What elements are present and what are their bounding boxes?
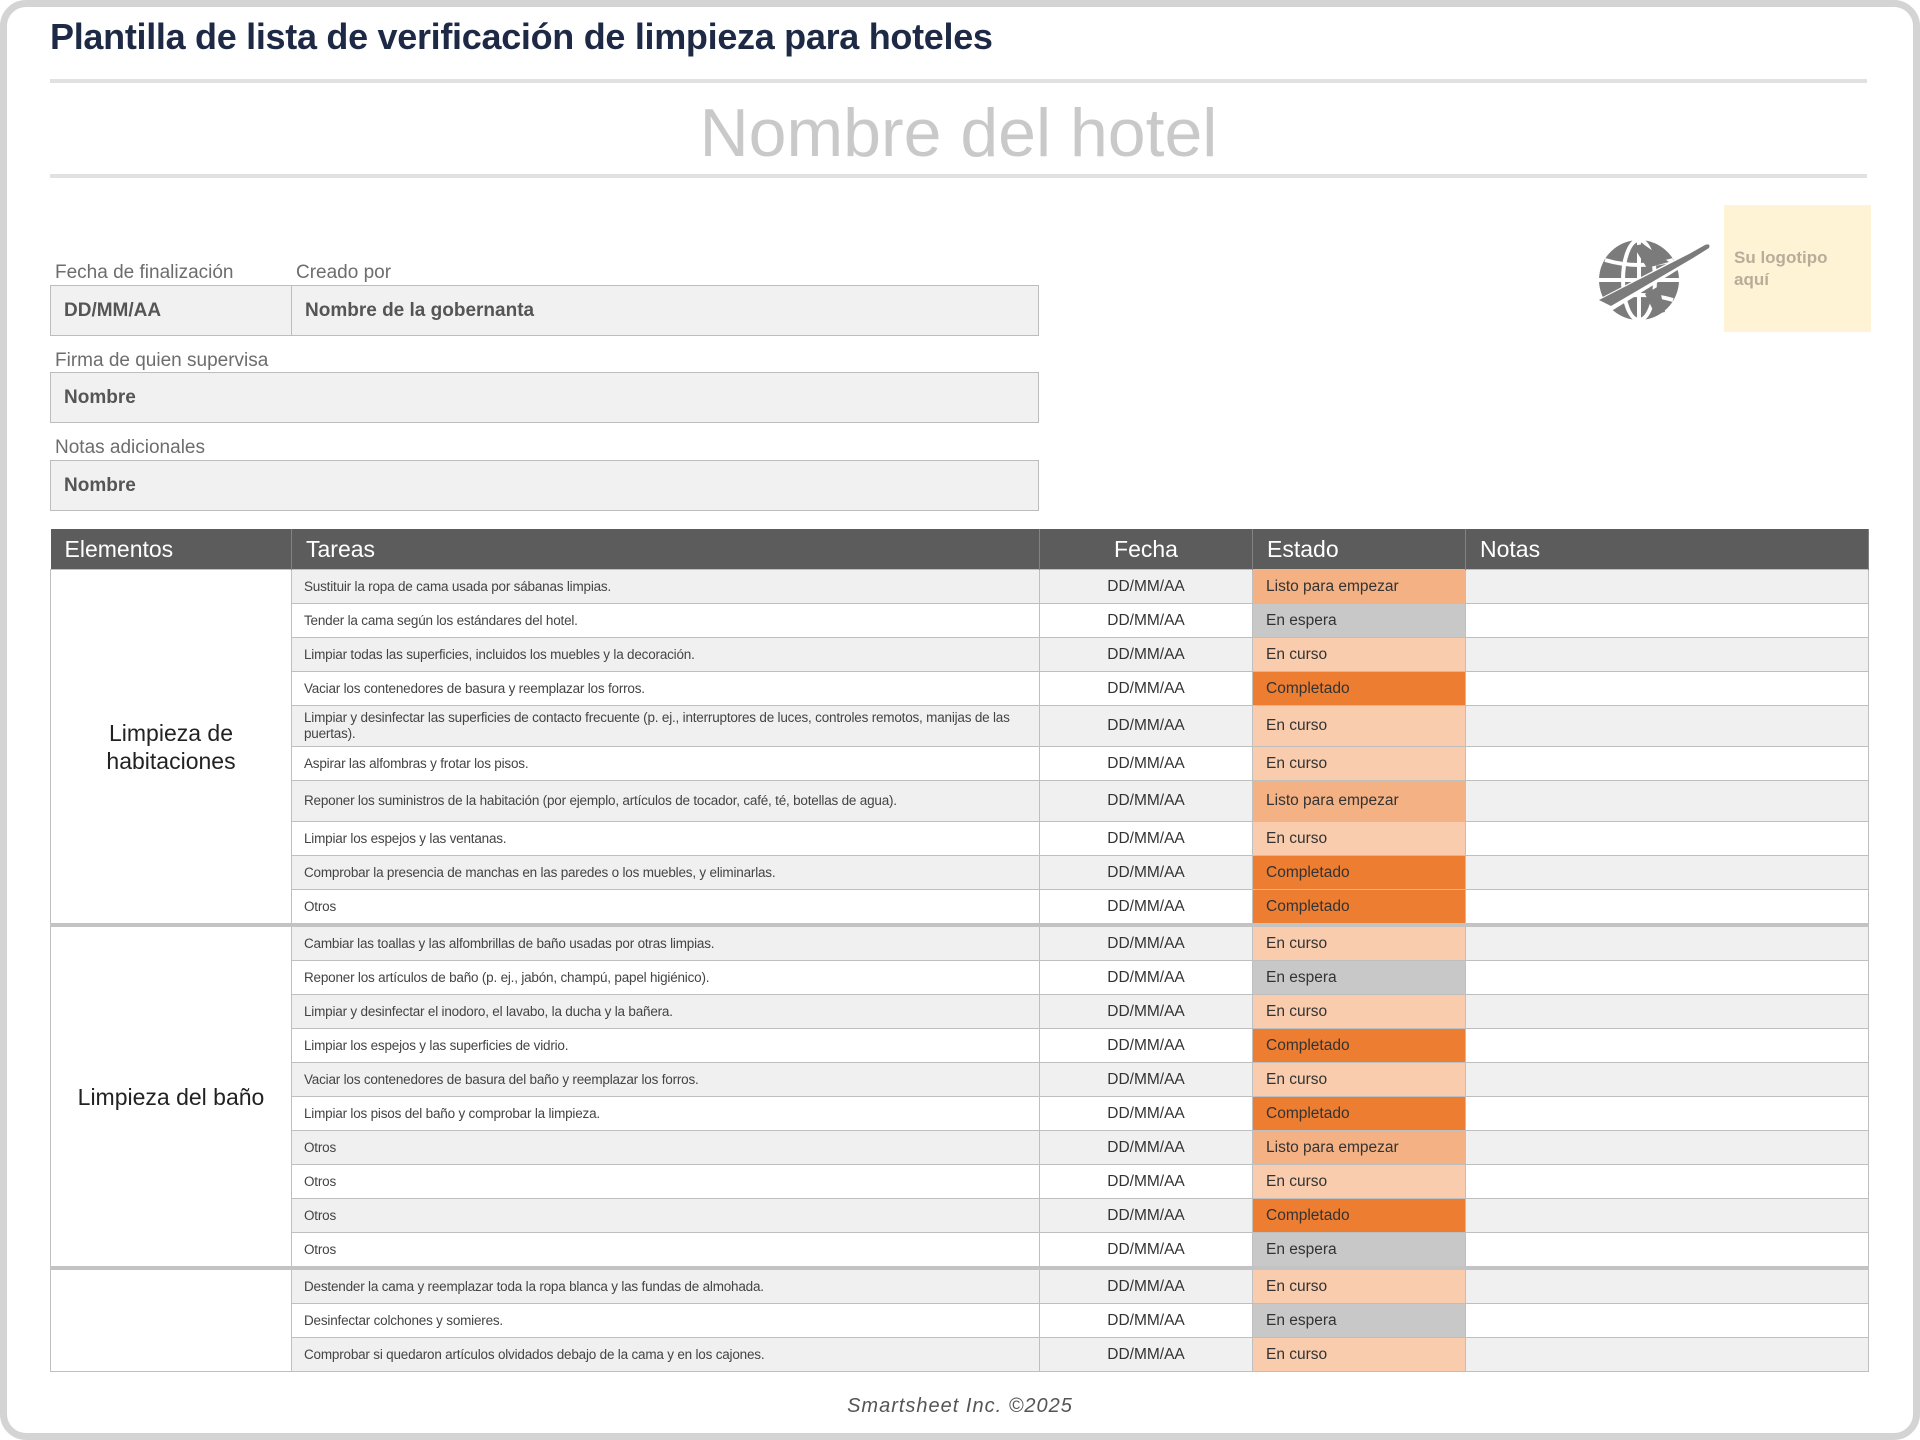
task-cell[interactable]: Tender la cama según los estándares del hotel. bbox=[292, 604, 1040, 638]
notes-cell[interactable] bbox=[1466, 1338, 1869, 1372]
date-cell[interactable]: DD/MM/AA bbox=[1040, 781, 1253, 822]
header-date: Fecha bbox=[1040, 529, 1253, 570]
status-cell[interactable]: Listo para empezar bbox=[1253, 1131, 1466, 1165]
task-cell[interactable]: Limpiar todas las superficies, incluidos los muebles y la decoración. bbox=[292, 638, 1040, 672]
task-cell[interactable]: Otros bbox=[292, 1199, 1040, 1233]
task-cell[interactable]: Comprobar la presencia de manchas en las paredes o los muebles, y eliminarlas. bbox=[292, 856, 1040, 890]
table-row bbox=[51, 995, 1869, 1029]
task-cell[interactable]: Aspirar las alfombras y frotar los pisos. bbox=[292, 747, 1040, 781]
notes-cell[interactable] bbox=[1466, 1165, 1869, 1199]
date-cell[interactable]: DD/MM/AA bbox=[1040, 995, 1253, 1029]
status-cell[interactable]: Completado bbox=[1253, 1029, 1466, 1063]
table-row bbox=[51, 672, 1869, 706]
date-cell[interactable]: DD/MM/AA bbox=[1040, 1268, 1253, 1304]
date-cell[interactable]: DD/MM/AA bbox=[1040, 706, 1253, 747]
task-cell[interactable]: Vaciar los contenedores de basura y reemplazar los forros. bbox=[292, 672, 1040, 706]
date-cell[interactable]: DD/MM/AA bbox=[1040, 890, 1253, 926]
logo-placeholder[interactable]: Su logotipo aquí bbox=[1724, 205, 1871, 332]
date-cell[interactable]: DD/MM/AA bbox=[1040, 1131, 1253, 1165]
table-row bbox=[51, 747, 1869, 781]
status-cell[interactable]: En curso bbox=[1253, 706, 1466, 747]
task-cell[interactable]: Destender la cama y reemplazar toda la ropa blanca y las fundas de almohada. bbox=[292, 1268, 1040, 1304]
created-by-field[interactable]: Nombre de la gobernanta bbox=[291, 285, 1039, 336]
footer-credit: Smartsheet Inc. ©2025 bbox=[847, 1395, 1073, 1417]
status-cell[interactable]: En curso bbox=[1253, 822, 1466, 856]
status-cell[interactable]: En curso bbox=[1253, 1165, 1466, 1199]
date-cell[interactable]: DD/MM/AA bbox=[1040, 1097, 1253, 1131]
date-cell[interactable]: DD/MM/AA bbox=[1040, 1063, 1253, 1097]
hotel-name-divider bbox=[50, 174, 1867, 178]
task-cell[interactable]: Limpiar los pisos del baño y comprobar la limpieza. bbox=[292, 1097, 1040, 1131]
hotel-name[interactable]: Nombre del hotel bbox=[699, 95, 1218, 171]
status-cell[interactable]: En espera bbox=[1253, 961, 1466, 995]
element-group-cell[interactable]: Limpieza de habitaciones bbox=[51, 570, 292, 926]
table-row bbox=[51, 570, 1869, 604]
table-row bbox=[51, 1063, 1869, 1097]
date-cell[interactable]: DD/MM/AA bbox=[1040, 1165, 1253, 1199]
status-cell[interactable]: En espera bbox=[1253, 1233, 1466, 1269]
task-cell[interactable]: Cambiar las toallas y las alfombrillas de baño usadas por otras limpias. bbox=[292, 925, 1040, 961]
date-cell[interactable]: DD/MM/AA bbox=[1040, 1029, 1253, 1063]
table-row bbox=[51, 1268, 1869, 1304]
status-cell[interactable]: En espera bbox=[1253, 1304, 1466, 1338]
status-cell[interactable]: En curso bbox=[1253, 995, 1466, 1029]
task-cell[interactable]: Sustituir la ropa de cama usada por sábanas limpias. bbox=[292, 570, 1040, 604]
table-body bbox=[51, 570, 1869, 1372]
table-row bbox=[51, 1097, 1869, 1131]
element-group-cell[interactable] bbox=[51, 1268, 292, 1372]
task-cell[interactable]: Otros bbox=[292, 1131, 1040, 1165]
table-row bbox=[51, 706, 1869, 747]
date-cell[interactable]: DD/MM/AA bbox=[1040, 1338, 1253, 1372]
status-cell[interactable]: Completado bbox=[1253, 890, 1466, 926]
table-row bbox=[51, 638, 1869, 672]
table-row bbox=[51, 1165, 1869, 1199]
notes-cell[interactable] bbox=[1466, 672, 1869, 706]
notes-cell[interactable] bbox=[1466, 638, 1869, 672]
notes-cell[interactable] bbox=[1466, 706, 1869, 747]
notes-cell[interactable] bbox=[1466, 1097, 1869, 1131]
table-row bbox=[51, 961, 1869, 995]
header-elements: Elementos bbox=[51, 529, 292, 570]
task-cell[interactable]: Reponer los suministros de la habitación (por ejemplo, artículos de tocador, café, té, botellas de agua). bbox=[292, 781, 1040, 822]
table-row bbox=[51, 1233, 1869, 1269]
date-cell[interactable]: DD/MM/AA bbox=[1040, 1233, 1253, 1269]
table-row bbox=[51, 1304, 1869, 1338]
table-row bbox=[51, 1029, 1869, 1063]
notes-cell[interactable] bbox=[1466, 925, 1869, 961]
notes-cell[interactable] bbox=[1466, 604, 1869, 638]
status-cell[interactable]: Listo para empezar bbox=[1253, 570, 1466, 604]
notes-cell[interactable] bbox=[1466, 747, 1869, 781]
created-by-label: Creado por bbox=[296, 262, 392, 283]
date-cell[interactable]: DD/MM/AA bbox=[1040, 747, 1253, 781]
table-row bbox=[51, 1199, 1869, 1233]
element-group-cell[interactable]: Limpieza del baño bbox=[51, 925, 292, 1268]
task-cell[interactable]: Limpiar los espejos y las superficies de vidrio. bbox=[292, 1029, 1040, 1063]
date-cell[interactable]: DD/MM/AA bbox=[1040, 604, 1253, 638]
task-cell[interactable]: Limpiar y desinfectar el inodoro, el lavabo, la ducha y la bañera. bbox=[292, 995, 1040, 1029]
notes-cell[interactable] bbox=[1466, 781, 1869, 822]
status-cell[interactable]: En curso bbox=[1253, 1268, 1466, 1304]
task-cell[interactable]: Otros bbox=[292, 890, 1040, 926]
date-cell[interactable]: DD/MM/AA bbox=[1040, 856, 1253, 890]
table-row bbox=[51, 1131, 1869, 1165]
task-cell[interactable]: Otros bbox=[292, 1165, 1040, 1199]
date-cell[interactable]: DD/MM/AA bbox=[1040, 822, 1253, 856]
status-cell[interactable]: En curso bbox=[1253, 925, 1466, 961]
status-cell[interactable]: En curso bbox=[1253, 1063, 1466, 1097]
date-cell[interactable]: DD/MM/AA bbox=[1040, 925, 1253, 961]
completion-date-label: Fecha de finalización bbox=[55, 262, 234, 283]
table-row bbox=[51, 890, 1869, 926]
header-tasks: Tareas bbox=[292, 529, 1040, 570]
page-title: Plantilla de lista de verificación de limpieza para hoteles bbox=[50, 16, 993, 57]
date-cell[interactable]: DD/MM/AA bbox=[1040, 961, 1253, 995]
task-cell[interactable]: Otros bbox=[292, 1233, 1040, 1269]
status-cell[interactable]: En curso bbox=[1253, 638, 1466, 672]
task-cell[interactable]: Desinfectar colchones y somieres. bbox=[292, 1304, 1040, 1338]
notes-cell[interactable] bbox=[1466, 570, 1869, 604]
notes-cell[interactable] bbox=[1466, 856, 1869, 890]
task-cell[interactable]: Comprobar si quedaron artículos olvidados debajo de la cama y en los cajones. bbox=[292, 1338, 1040, 1372]
table-row bbox=[51, 822, 1869, 856]
globe-airplane-icon bbox=[1585, 220, 1715, 326]
table-row bbox=[51, 1338, 1869, 1372]
notes-cell[interactable] bbox=[1466, 1233, 1869, 1269]
checklist-table bbox=[50, 529, 1869, 1372]
table-header-row bbox=[51, 529, 1869, 570]
additional-notes-field[interactable]: Nombre bbox=[50, 460, 1039, 511]
table-row bbox=[51, 781, 1869, 822]
notes-cell[interactable] bbox=[1466, 961, 1869, 995]
header-notes: Notas bbox=[1466, 529, 1869, 570]
date-cell[interactable]: DD/MM/AA bbox=[1040, 1304, 1253, 1338]
task-cell[interactable]: Vaciar los contenedores de basura del baño y reemplazar los forros. bbox=[292, 1063, 1040, 1097]
task-cell[interactable]: Limpiar los espejos y las ventanas. bbox=[292, 822, 1040, 856]
date-cell[interactable]: DD/MM/AA bbox=[1040, 570, 1253, 604]
status-cell[interactable]: En espera bbox=[1253, 604, 1466, 638]
table-row bbox=[51, 604, 1869, 638]
table-row bbox=[51, 856, 1869, 890]
task-cell[interactable]: Limpiar y desinfectar las superficies de contacto frecuente (p. ej., interruptores de luces, controles remotos, manijas de las puertas). bbox=[292, 706, 1040, 747]
date-cell[interactable]: DD/MM/AA bbox=[1040, 672, 1253, 706]
supervisor-signature-field[interactable]: Nombre bbox=[50, 372, 1039, 423]
supervisor-signature-label: Firma de quien supervisa bbox=[55, 350, 269, 371]
title-divider bbox=[50, 79, 1867, 83]
date-cell[interactable]: DD/MM/AA bbox=[1040, 1199, 1253, 1233]
notes-cell[interactable] bbox=[1466, 1268, 1869, 1304]
notes-cell[interactable] bbox=[1466, 822, 1869, 856]
status-cell[interactable]: En curso bbox=[1253, 747, 1466, 781]
header-status: Estado bbox=[1253, 529, 1466, 570]
status-cell[interactable]: Completado bbox=[1253, 1097, 1466, 1131]
notes-cell[interactable] bbox=[1466, 1199, 1869, 1233]
notes-cell[interactable] bbox=[1466, 1029, 1869, 1063]
additional-notes-label: Notas adicionales bbox=[55, 437, 205, 458]
status-cell[interactable]: Listo para empezar bbox=[1253, 781, 1466, 822]
notes-cell[interactable] bbox=[1466, 1063, 1869, 1097]
task-cell[interactable]: Reponer los artículos de baño (p. ej., jabón, champú, papel higiénico). bbox=[292, 961, 1040, 995]
status-cell[interactable]: En curso bbox=[1253, 1338, 1466, 1372]
status-cell[interactable]: Completado bbox=[1253, 1199, 1466, 1233]
completion-date-field[interactable]: DD/MM/AA bbox=[50, 285, 292, 336]
status-cell[interactable]: Completado bbox=[1253, 856, 1466, 890]
status-cell[interactable]: Completado bbox=[1253, 672, 1466, 706]
notes-cell[interactable] bbox=[1466, 1131, 1869, 1165]
notes-cell[interactable] bbox=[1466, 890, 1869, 926]
notes-cell[interactable] bbox=[1466, 1304, 1869, 1338]
date-cell[interactable]: DD/MM/AA bbox=[1040, 638, 1253, 672]
table-row bbox=[51, 925, 1869, 961]
notes-cell[interactable] bbox=[1466, 995, 1869, 1029]
